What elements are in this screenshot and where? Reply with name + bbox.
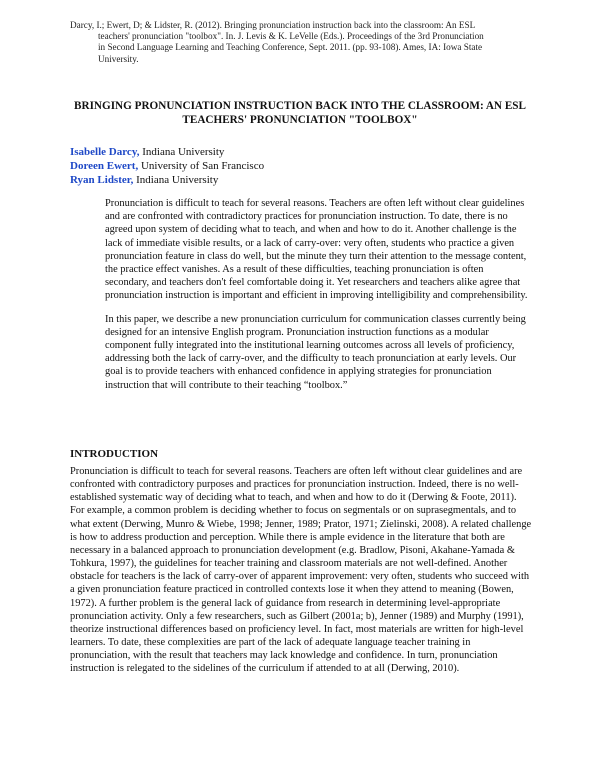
citation-line-1: Darcy, I.; Ewert, D; & Lidster, R. (2012). Bringing pronunciation instruction back into the classroom: An ESL bbox=[70, 20, 476, 30]
citation-line-2: teachers' pronunciation "toolbox". In. J. Levis & K. LeVelle (Eds.). Proceedings of the 3rd Pronunciation bbox=[98, 31, 484, 42]
citation-header bbox=[70, 20, 540, 65]
author-affiliation: Indiana University bbox=[133, 174, 219, 187]
section-heading-introduction: INTRODUCTION bbox=[70, 448, 159, 460]
abstract-paragraph-2: In this paper, we describe a new pronunciation curriculum for communication classes currently being designed for an intensive English program. Pronunciation instruction functions as a modular component fully integrated into the institutional learning outcomes across all levels of proficiency, addressing both the lack of carry-over, and the difficulty to teach pronunciation at early levels. Our goal is to provide teachers with enhanced confidence in applying strategies for pronunciation instruction that will contribute to their teaching “toolbox.” bbox=[105, 313, 526, 391]
author-name[interactable]: Ryan Lidster, bbox=[70, 174, 134, 187]
author-list bbox=[70, 145, 530, 188]
author-affiliation: University of San Francisco bbox=[138, 160, 265, 173]
abstract bbox=[105, 197, 530, 402]
author-entry bbox=[70, 173, 530, 187]
introduction-body bbox=[70, 465, 532, 676]
abstract-paragraph-1: Pronunciation is difficult to teach for several reasons. Teachers are often left without clear guidelines and are confronted with contradictory practices for pronunciation instruction. To date, there is no agreed upon system of deciding what to teach, and when and how to do it. Another challenge is the lack of immediate visible results, or a lack of carry-over: very often, students who practice a given pronunciation feature in class do well, but the minute they turn their attention to the message content, the practice effect vanishes. As a result of these difficulties, teaching pronunciation is often secondary, and teachers don't feel comfortable doing it. Yet researchers and teachers alike agree that pronunciation instruction is important and efficient in improving intelligibility and comprehensibility. bbox=[105, 198, 528, 302]
author-name[interactable]: Isabelle Darcy, bbox=[70, 146, 140, 158]
citation-line-3: in Second Language Learning and Teaching Conference, Sept. 2011. (pp. 93-108). Ames, IA: Iowa State bbox=[98, 42, 483, 53]
introduction-paragraph: Pronunciation is difficult to teach for several reasons. Teachers are often left without clear guidelines and are confronted with contradictory purposes and practices for pronunciation instruction. Indeed, there is no well-established systematic way of deciding what to teach, and when and how to do it (Derwing & Foote, 2011). For example, a common problem is deciding whether to focus on segmentals or on suprasegmentals, and to what extent (Derwing, Munro & Wiebe, 1998; Jenner, 1989; Prator, 1971; Zielinski, 2008). A related challenge is how to address production and perception. While there is ample evidence in the literature that both are necessary in a balanced approach to pronunciation development (e.g. Bradlow, Pisoni, Akahane-Yamada & Tohkura, 1997), the guidelines for teacher training and classroom materials are not well-defined. Another obstacle for teachers is the lack of carry-over of apparent improvement: very often, students who succeed with a given pronunciation feature practiced in controlled contexts lose it when they attend to meaning (Bowen, 1972). A further problem is the general lack of guidance from research in determining level-appropriate pronunciation activity. Only a few researchers, such as Gilbert (2001a; b), Jenner (1989) and Murphy (1991), theorize instructional differences based on proficiency level. In fact, most materials are written for high-level learners. To date, these complexities are part of the lack of adequate language teacher training in pronunciation, with the result that teachers may lack knowledge and confidence. In turn, pronunciation instruction is relegated to the sidelines of the curriculum if attended to at all (Derwing, 2010). bbox=[70, 466, 532, 675]
author-entry bbox=[70, 145, 530, 159]
author-entry bbox=[70, 159, 530, 173]
author-name[interactable]: Doreen Ewert, bbox=[70, 160, 139, 173]
author-affiliation: Indiana University bbox=[139, 146, 225, 158]
citation-line-4: University. bbox=[98, 53, 139, 64]
paper-title: BRINGING PRONUNCIATION INSTRUCTION BACK INTO THE CLASSROOM: AN ESL TEACHERS' PRONUNCIATION "TOOLBOX" bbox=[74, 100, 526, 126]
